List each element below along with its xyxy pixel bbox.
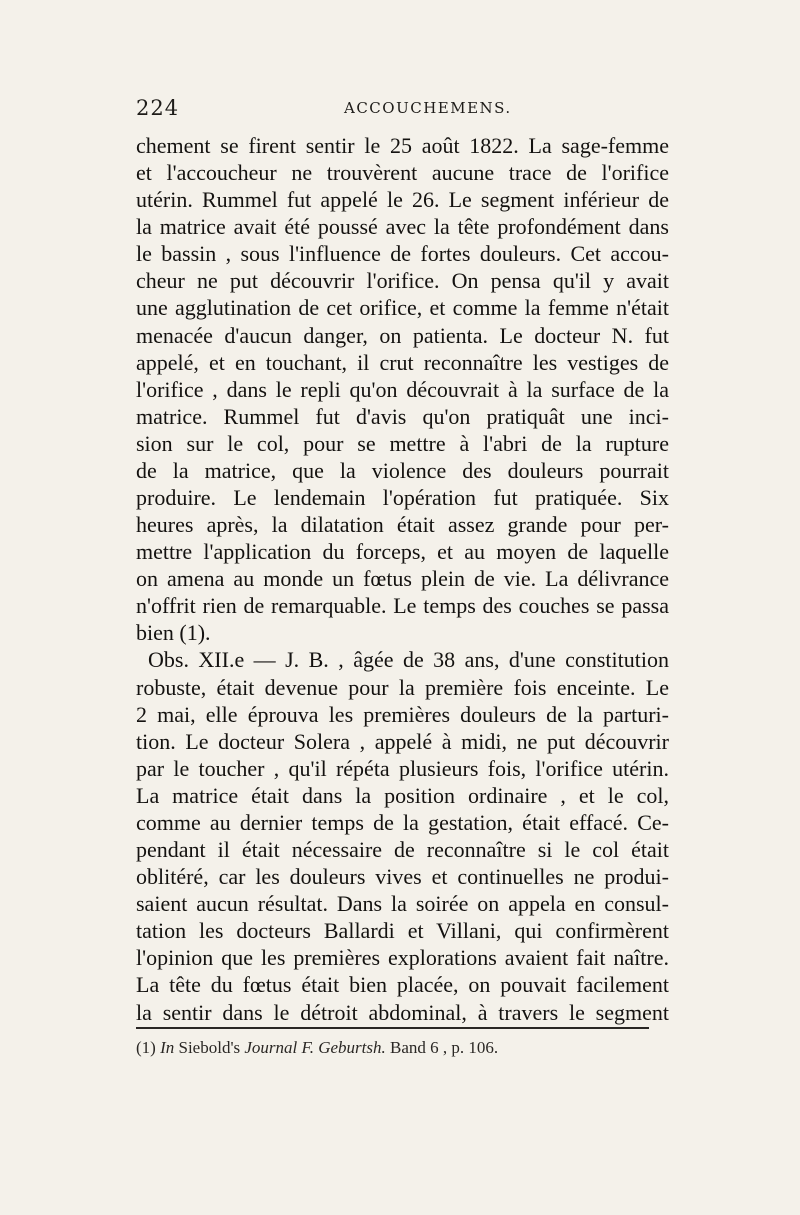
body-text (136, 132, 669, 1026)
text-line: La tête du fœtus était bien placée, on pouvait facilement (136, 972, 669, 998)
text-line: tion. Le docteur Solera , appelé à midi, ne put découvrir (136, 728, 669, 754)
text-line: n'offrit rien de remarquable. Le temps des couches se passa (136, 593, 669, 619)
footnote-reference: Band 6 , p. 106. (389, 1038, 499, 1057)
text-line: Obs. XII.e — J. B. , âgée de 38 ans, d'une constitution (148, 647, 669, 673)
text-line: on amena au monde un fœtus plein de vie. La délivrance (136, 566, 669, 592)
text-line: 2 mai, elle éprouva les premières douleurs de la parturi- (136, 701, 669, 727)
text-line: La matrice était dans la position ordinaire , et le col, (136, 782, 669, 808)
text-line: comme au dernier temps de la gestation, était effacé. Ce- (136, 809, 669, 835)
text-line: matrice. Rummel fut d'avis qu'on pratiquât une inci- (136, 403, 669, 429)
footnote-journal: Journal F. Geburtsh. (244, 1038, 386, 1057)
footnote-marker: (1) (136, 1038, 156, 1057)
text-line: heures après, la dilatation était assez grande pour per- (136, 512, 669, 538)
running-title: ACCOUCHEMENS. (344, 99, 512, 117)
text-line: bien (1). (136, 620, 211, 646)
text-line: le bassin , sous l'influence de fortes douleurs. Cet accou- (136, 241, 669, 267)
text-line: produire. Le lendemain l'opération fut pratiquée. Six (136, 485, 669, 511)
text-line: chement se firent sentir le 25 août 1822. La sage-femme (136, 133, 669, 158)
text-line: robuste, était devenue pour la première fois enceinte. Le (136, 674, 669, 700)
text-line: de la matrice, que la violence des douleurs pourrait (136, 457, 669, 483)
text-line: saient aucun résultat. Dans la soirée on appela en consul- (136, 891, 669, 917)
text-line: l'opinion que les premières explorations avaient fait naître. (136, 945, 669, 971)
footnote-prefix: In (160, 1038, 175, 1057)
footnote-author: Siebold's (178, 1038, 241, 1057)
running-head (136, 96, 669, 124)
text-line: par le toucher , qu'il répéta plusieurs fois, l'orifice utérin. (136, 755, 669, 781)
text-line: la sentir dans le détroit abdominal, à travers le segment (136, 999, 669, 1025)
text-line: l'orifice , dans le repli qu'on découvrait à la surface de la (136, 376, 669, 402)
text-line: oblitéré, car les douleurs vives et continuelles ne produi- (136, 864, 669, 890)
text-line: la matrice avait été poussé avec la tête profondément dans (136, 214, 669, 240)
text-line: mettre l'application du forceps, et au moyen de laquelle (136, 539, 669, 565)
text-line: pendant il était nécessaire de reconnaître si le col était (136, 837, 669, 863)
page-number: 224 (136, 96, 180, 120)
text-line: une agglutination de cet orifice, et comme la femme n'était (136, 295, 669, 321)
text-line: menacée d'aucun danger, on patienta. Le docteur N. fut (136, 322, 669, 348)
text-line: et l'accoucheur ne trouvèrent aucune trace de l'orifice (136, 160, 669, 186)
text-line: tation les docteurs Ballardi et Villani, qui confirmèrent (136, 918, 669, 944)
footnote-rule (136, 1027, 649, 1029)
text-line: sion sur le col, pour se mettre à l'abri de la rupture (136, 430, 669, 456)
footnote (136, 1038, 656, 1058)
text-line: utérin. Rummel fut appelé le 26. Le segment inférieur de (136, 187, 669, 213)
text-line: appelé, et en touchant, il crut reconnaître les vestiges de (136, 349, 669, 375)
text-line: cheur ne put découvrir l'orifice. On pensa qu'il y avait (136, 268, 669, 294)
